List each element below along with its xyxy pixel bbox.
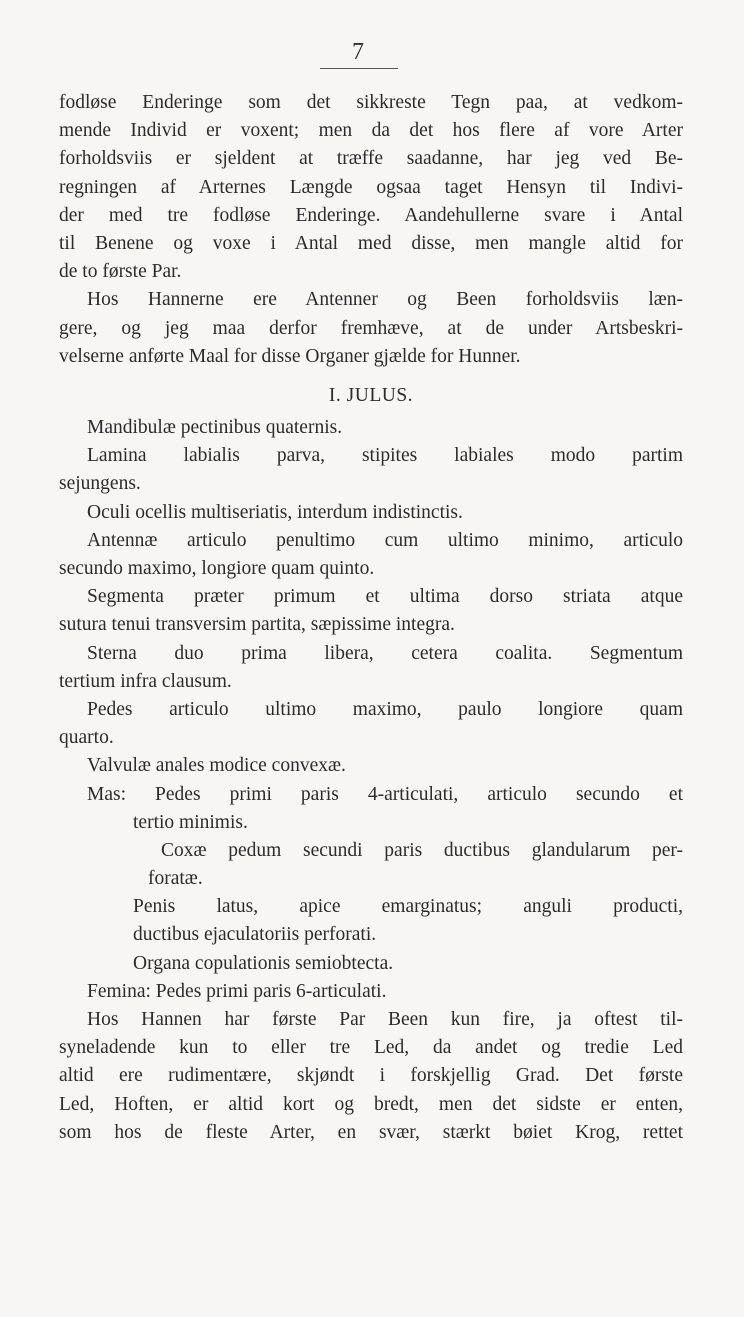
text-line: som hos de fleste Arter, en svær, stærkt bøiet Krog, rettet <box>59 1121 683 1143</box>
text-line: mende Individ er voxent; men da det hos flere af vore Arter <box>59 120 683 142</box>
paragraph-preface <box>59 89 683 286</box>
description-line: ductibus ejaculatoriis perforati. <box>133 924 377 946</box>
description-line: secundo maximo, longiore quam quinto. <box>59 558 375 580</box>
description-line: Mas: Pedes primi paris 4-articulati, articulo secundo et <box>87 783 683 805</box>
paragraph-legs <box>59 1006 683 1147</box>
description-line: sutura tenui transversim partita, sæpissime integra. <box>59 614 455 636</box>
description-line: sejungens. <box>59 473 141 495</box>
description-line: Femina: Pedes primi paris 6-articulati. <box>87 980 387 1002</box>
text-line: Hos Hannen har første Par Been kun fire, ja oftest til- <box>87 1009 683 1031</box>
body-text <box>59 89 683 1147</box>
section-heading: I. JULUS. <box>328 384 414 406</box>
description-line: Mandibulæ pectinibus quaternis. <box>87 417 343 439</box>
page-number: 7 <box>352 39 364 65</box>
description-line: tertium infra clausum. <box>59 670 232 692</box>
description-line: Valvulæ anales modice convexæ. <box>87 755 346 777</box>
paragraph-males <box>59 286 683 371</box>
description-line: tertio minimis. <box>133 811 248 833</box>
text-line: altid ere rudimentære, skjøndt i forskjellig Grad. Det første <box>59 1065 683 1087</box>
text-line: Hos Hannerne ere Antenner og Been forholdsviis læn- <box>87 289 683 311</box>
page-number-rule <box>320 68 398 69</box>
text-line: de to første Par. <box>59 261 182 283</box>
text-line: der med tre fodløse Enderinge. Aandehullerne svare i Antal <box>59 204 683 226</box>
description-line: Antennæ articulo penultimo cum ultimo minimo, articulo <box>87 529 683 551</box>
text-line: Led, Hoften, er altid kort og bredt, men det sidste er enten, <box>59 1093 683 1115</box>
description-line: Organa copulationis semiobtecta. <box>133 952 394 974</box>
description-line: Oculi ocellis multiseriatis, interdum indistinctis. <box>87 501 463 523</box>
description-line: Segmenta præter primum et ultima dorso striata atque <box>87 586 683 608</box>
text-line: fodløse Enderinge som det sikkreste Tegn paa, at vedkom- <box>59 92 683 113</box>
description-line: Penis latus, apice emarginatus; anguli producti, <box>133 896 683 918</box>
text-line: forholdsviis er sjeldent at træffe saadanne, har jeg ved Be- <box>59 148 683 170</box>
description-line: Sterna duo prima libera, cetera coalita. Segmentum <box>87 642 683 664</box>
description-line: Pedes articulo ultimo maximo, paulo longiore quam <box>87 698 683 720</box>
text-line: regningen af Arternes Længde ogsaa taget Hensyn til Indivi- <box>59 176 683 198</box>
description-line: quarto. <box>59 727 114 749</box>
description-line: Coxæ pedum secundi paris ductibus glandularum per- <box>161 839 683 861</box>
text-line: gere, og jeg maa derfor fremhæve, at de under Artsbeskri- <box>59 317 683 339</box>
text-line: syneladende kun to eller tre Led, da andet og tredie Led <box>59 1037 683 1059</box>
genus-description <box>59 414 683 1006</box>
description-line: foratæ. <box>148 868 203 890</box>
text-line: velserne anførte Maal for disse Organer gjælde for Hunner. <box>59 345 521 367</box>
text-line: til Benene og voxe i Antal med disse, men mangle altid for <box>59 232 683 254</box>
description-line: Lamina labialis parva, stipites labiales modo partim <box>87 445 683 467</box>
